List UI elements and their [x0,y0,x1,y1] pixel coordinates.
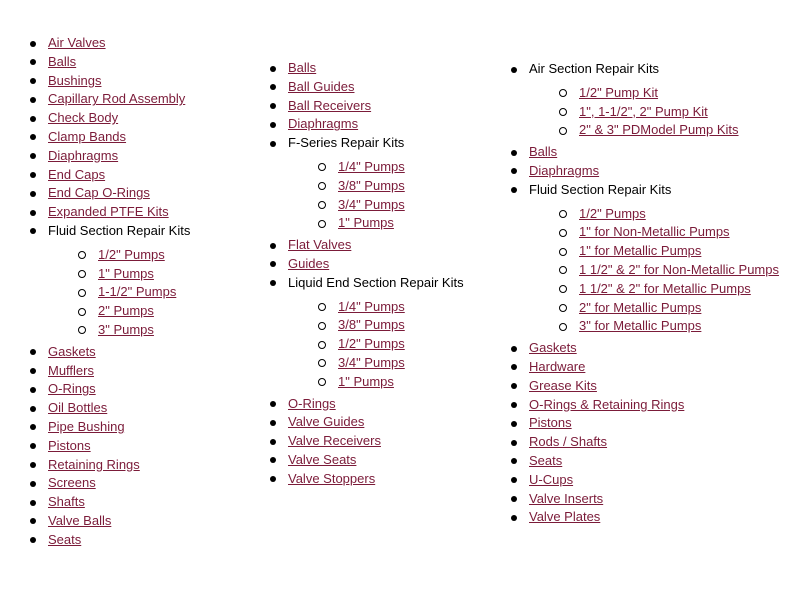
link-o-rings[interactable]: O-Rings [288,395,336,411]
link-retaining-rings[interactable]: Retaining Rings [48,456,140,472]
sub-list-item [509,317,799,336]
sub-list [268,293,503,395]
list-item [28,437,258,456]
link-rods-shafts[interactable]: Rods / Shafts [529,434,608,450]
list-item [28,109,258,128]
sub-list-item [509,103,799,122]
sub-list-item [509,223,799,242]
link-liquid-3-4-pumps[interactable]: 3/4" Pumps [338,354,405,370]
link-gaskets[interactable]: Gaskets [529,340,577,356]
list-item [268,432,503,451]
list-item [28,418,258,437]
link-o-rings[interactable]: O-Rings [48,381,96,397]
list-item [28,53,258,72]
link-end-caps[interactable]: End Caps [48,166,106,182]
link-flat-valves[interactable]: Flat Valves [288,237,352,253]
list-item [28,184,258,203]
parts-list [28,34,258,241]
sub-list-item [268,335,503,354]
list-item [509,433,799,452]
sub-list-item [509,205,799,224]
link-seats[interactable]: Seats [48,531,82,547]
list-item [268,255,503,274]
link-fseries-3-4-pumps[interactable]: 3/4" Pumps [338,196,405,212]
column-2 [268,59,503,489]
sub-list [28,241,258,343]
link-pistons[interactable]: Pistons [48,437,91,453]
link-hardware[interactable]: Hardware [529,358,586,374]
link-liquid-1-2-pumps[interactable]: 1/2" Pumps [338,336,405,352]
link-valve-seats[interactable]: Valve Seats [288,451,357,467]
list-item [268,115,503,134]
sub-list-item [509,261,799,280]
link-fluid-1-2-pumps[interactable]: 1/2" Pumps [98,246,165,262]
link-fseries-1-4-pumps[interactable]: 1/4" Pumps [338,158,405,174]
list-item [268,470,503,489]
link-ball-receivers[interactable]: Ball Receivers [288,97,372,113]
link-diaphragms[interactable]: Diaphragms [288,116,359,132]
list-item [509,490,799,509]
link-clamp-bands[interactable]: Clamp Bands [48,128,127,144]
list-item [509,377,799,396]
sub-list-item [509,280,799,299]
link-liquid-3-8-pumps[interactable]: 3/8" Pumps [338,317,405,333]
link-fseries-3-8-pumps[interactable]: 3/8" Pumps [338,177,405,193]
link-fluid-1-pumps[interactable]: 1" Pumps [98,265,154,281]
sub-list-item [268,214,503,233]
list-item [509,60,799,79]
list-item [509,414,799,433]
sub-list-item [509,242,799,261]
sub-list-item [28,246,258,265]
sub-list-item [28,283,258,302]
link-air-2-3-pdmodel-pump-kits[interactable]: 2" & 3" PDModel Pump Kits [579,122,739,138]
list-item [28,399,258,418]
link-diaphragms[interactable]: Diaphragms [48,147,119,163]
link-air-1-2-pump-kit[interactable]: 1/2" Pump Kit [579,84,659,100]
list-item [28,343,258,362]
link-guides[interactable]: Guides [288,255,330,271]
link-expanded-ptfe-kits[interactable]: Expanded PTFE Kits [48,204,169,220]
list-item [509,358,799,377]
list-item [28,166,258,185]
parts-list [28,343,258,550]
parts-list [268,59,503,153]
link-fluid-1-non-metallic[interactable]: 1" for Non-Metallic Pumps [579,224,730,240]
link-diaphragms[interactable]: Diaphragms [529,162,600,178]
sub-list-item [268,354,503,373]
group-label-air-section-repair-kits: Air Section Repair Kits [529,61,660,76]
group-label-f-series-repair-kits: F-Series Repair Kits [288,135,405,151]
sub-list-item [28,321,258,340]
sub-list-item [268,177,503,196]
list-item [268,395,503,414]
link-balls[interactable]: Balls [529,144,558,160]
link-fluid-1-2-pumps[interactable]: 1/2" Pumps [579,205,646,221]
list-item [509,471,799,490]
link-gaskets[interactable]: Gaskets [48,343,96,359]
link-balls[interactable]: Balls [48,53,77,69]
link-valve-stoppers[interactable]: Valve Stoppers [288,470,376,486]
parts-list [509,143,799,199]
list-item [28,203,258,222]
link-end-cap-o-rings[interactable]: End Cap O-Rings [48,185,150,201]
link-fluid-2-pumps[interactable]: 2" Pumps [98,303,154,319]
list-item [28,90,258,109]
group-label-fluid-section-repair-kits: Fluid Section Repair Kits [529,181,672,197]
link-fseries-1-pumps[interactable]: 1" Pumps [338,215,394,231]
sub-list-item [509,84,799,103]
list-item [509,339,799,358]
list-item [509,162,799,181]
list-item [268,236,503,255]
parts-list [509,339,799,527]
column-3 [509,60,799,527]
link-valve-balls[interactable]: Valve Balls [48,512,112,528]
sub-list-item [509,299,799,318]
list-item [28,493,258,512]
list-item [509,181,799,200]
parts-list [268,236,503,292]
link-screens[interactable]: Screens [48,475,96,491]
sub-list-item [268,298,503,317]
list-item [268,451,503,470]
group-label-fluid-section-repair-kits: Fluid Section Repair Kits [48,222,191,238]
list-item [28,362,258,381]
parts-list [268,395,503,489]
link-capillary-rod-assembly[interactable]: Capillary Rod Assembly [48,91,186,107]
link-oil-bottles[interactable]: Oil Bottles [48,400,108,416]
list-item [268,413,503,432]
sub-list-item [268,158,503,177]
list-item [509,508,799,527]
parts-list [509,60,799,79]
list-item [509,396,799,415]
sub-list-item [509,121,799,140]
link-shafts[interactable]: Shafts [48,494,85,510]
list-item [28,512,258,531]
link-seats[interactable]: Seats [529,452,563,468]
link-liquid-1-pumps[interactable]: 1" Pumps [338,373,394,389]
list-item [509,143,799,162]
list-item [268,59,503,78]
link-balls[interactable]: Balls [288,60,317,75]
link-pipe-bushing[interactable]: Pipe Bushing [48,418,125,434]
list-item [268,78,503,97]
link-pistons[interactable]: Pistons [529,415,572,431]
list-item [28,531,258,550]
column-1 [28,34,258,550]
list-item [268,134,503,153]
link-valve-guides[interactable]: Valve Guides [288,414,365,430]
link-fluid-2-metallic[interactable]: 2" for Metallic Pumps [579,299,702,315]
link-mufflers[interactable]: Mufflers [48,362,94,378]
sub-list [509,79,799,143]
link-fluid-3-metallic[interactable]: 3" for Metallic Pumps [579,318,702,334]
link-ball-guides[interactable]: Ball Guides [288,78,355,94]
sub-list [268,153,503,236]
list-item [509,452,799,471]
link-fluid-3-pumps[interactable]: 3" Pumps [98,321,154,337]
link-valve-receivers[interactable]: Valve Receivers [288,433,381,449]
link-air-valves[interactable]: Air Valves [48,35,106,50]
list-item [28,128,258,147]
link-check-body[interactable]: Check Body [48,110,119,126]
list-item [268,97,503,116]
sub-list-item [268,316,503,335]
link-o-rings-retaining-rings[interactable]: O-Rings & Retaining Rings [529,396,685,412]
link-fluid-1-1-2-pumps[interactable]: 1-1/2" Pumps [98,284,177,300]
link-fluid-1-metallic[interactable]: 1" for Metallic Pumps [579,243,702,259]
list-item [28,474,258,493]
list-item [28,456,258,475]
sub-list-item [268,373,503,392]
list-item [28,147,258,166]
link-grease-kits[interactable]: Grease Kits [529,377,597,393]
list-item [268,274,503,293]
sub-list-item [28,302,258,321]
link-fluid-1-1-2-2-metallic[interactable]: 1 1/2" & 2" for Metallic Pumps [579,280,751,296]
list-item [28,380,258,399]
link-fluid-1-1-2-2-non-metallic[interactable]: 1 1/2" & 2" for Non-Metallic Pumps [579,261,779,277]
sub-list-item [28,265,258,284]
list-item [28,72,258,91]
sub-list-item [268,196,503,215]
link-valve-inserts[interactable]: Valve Inserts [529,490,604,506]
link-u-cups[interactable]: U-Cups [529,471,574,487]
link-valve-plates[interactable]: Valve Plates [529,509,601,525]
list-item [28,34,258,53]
sub-list [509,200,799,340]
list-item [28,222,258,241]
group-label-liquid-end-section-repair-kits: Liquid End Section Repair Kits [288,274,464,290]
link-bushings[interactable]: Bushings [48,72,102,88]
link-air-1-1-1-2-2-pump-kit[interactable]: 1", 1-1/2", 2" Pump Kit [579,103,708,119]
link-liquid-1-4-pumps[interactable]: 1/4" Pumps [338,298,405,314]
